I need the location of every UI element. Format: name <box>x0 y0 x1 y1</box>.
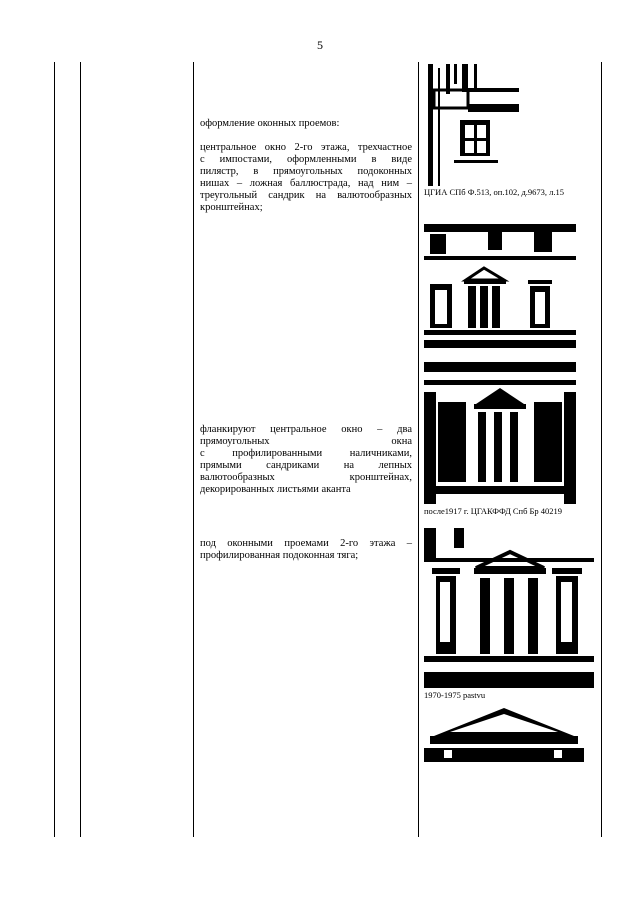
photo-facade-corner <box>424 64 519 186</box>
text-line: прямыми сандриками на лепных <box>200 460 412 471</box>
text-line: пилястр, в прямоугольных подоконных <box>200 166 412 177</box>
text-line: центральное окно 2-го этажа, трехчастное <box>200 142 412 153</box>
photo1-caption: ЦГИА СПб Ф.513, оп.102, д.9673, л.15 <box>424 187 565 197</box>
table-border-right <box>601 62 602 837</box>
photo4-caption: 1970-1975 pastvu <box>424 690 486 700</box>
table-column-divider-3 <box>418 62 419 837</box>
text-line: кронштейнах; <box>200 202 263 213</box>
text-line: фланкируют центральное окно – два <box>200 424 412 435</box>
central-window-description <box>200 142 412 214</box>
text-line: валютообразных кронштейнах, <box>200 472 412 483</box>
flanking-windows-description <box>200 424 412 496</box>
text-line: прямоугольных окна <box>200 436 412 447</box>
text-line: под оконными проемами 2-го этажа – <box>200 538 412 549</box>
photo3-caption: после1917 г. ЦГАКФФД Спб Бр 40219 <box>424 506 563 516</box>
window-openings-heading: оформление оконных проемов: <box>200 118 340 129</box>
photo-central-window <box>424 362 576 504</box>
text-line: с профилированными наличниками, <box>200 448 412 459</box>
text-line: профилированная подоконная тяга; <box>200 550 359 561</box>
sill-cornice-description <box>200 538 412 562</box>
table-column-divider-1 <box>80 62 81 837</box>
photo-second-floor-windows <box>424 528 594 688</box>
text-line: треугольный сандрик на валютообразных <box>200 190 412 201</box>
photo-facade-pediment <box>424 224 576 348</box>
photo-pediment-closeup <box>424 700 584 762</box>
text-line: декорированных листьями аканта <box>200 484 351 495</box>
text-line: нишах – ложная баллюстрада, над ним – <box>200 178 412 189</box>
text-line: с импостами, оформленными в виде <box>200 154 412 165</box>
table-border-left <box>54 62 55 837</box>
page-number: 5 <box>317 38 323 52</box>
table-column-divider-2 <box>193 62 194 837</box>
